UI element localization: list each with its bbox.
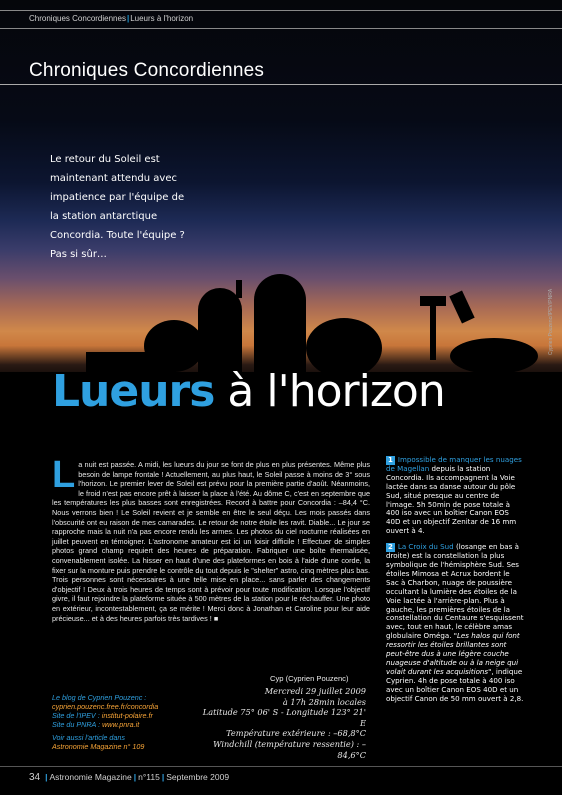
- breadcrumb: [29, 14, 193, 23]
- footer: [29, 772, 229, 783]
- caption-2-title: La Croix du Sud: [397, 542, 454, 552]
- footer-magazine: Astronomie Magazine: [49, 772, 132, 782]
- header-rule-top: [0, 10, 562, 11]
- link-blog-label: Le blog de Cyprien Pouzenc :: [52, 693, 147, 702]
- footer-sep-2: |: [133, 772, 137, 782]
- section-rule: [0, 84, 562, 85]
- header-rule-bottom: [0, 28, 562, 29]
- article-body: [52, 454, 370, 623]
- link-pnra-url[interactable]: www.pnra.it: [102, 720, 140, 729]
- caption-1: [386, 456, 524, 536]
- author-signature: Cyp (Cyprien Pouzenc): [270, 674, 349, 683]
- caption-2: [386, 543, 524, 703]
- caption-2-tail: , indique Cyprien. 4h de pose totale à 400 iso avec un boîtier Canon EOS 40D et un objectif Canon de 50 mm ouvert à 2,8.: [386, 666, 524, 703]
- caption-2-number: 2: [388, 543, 393, 552]
- footer-sep-1: |: [45, 772, 48, 782]
- meta-windchill: Windchill (température ressentie) : –84,6°C: [213, 738, 366, 760]
- link-pnra-label: Site du PNRA :: [52, 720, 101, 729]
- caption-1-number: 1: [388, 456, 393, 464]
- title-part1: Lueurs: [52, 366, 215, 417]
- link-article-label: Voir aussi l'article dans: [52, 733, 126, 742]
- breadcrumb-article: Lueurs à l'horizon: [130, 14, 194, 23]
- dropcap: L: [52, 454, 76, 496]
- meta-temp: Température extérieure : –68,8°C: [226, 728, 366, 739]
- body-text: a nuit est passée. A midi, les lueurs du jour se font de plus en plus présentes. Même plus besoin de lampe frontale ! Actuellement, au plus haut, le Soleil passe à moins de 3° sous l'horizon. Le premier lever de Soleil est prévu pour la première partie d'août. Néanmoins, le froid n'est pas encore prêt à laisser la place à l'été. Au dôme C, c'est en septembre que les températures les plus basses sont enregistrées. Record à battre pour Concordia : –84,4 °C. Nous verrons bien ! Le Soleil revient et je semble en être le seul déçu. Les mois passés dans l'obscurité ont eu raison de mes camarades. Le retour de notre étoile les ravit. Diable... Le jour se rapproche mais la nuit n'a pas encore rendu les armes. Les photos du ciel nocturne réalisées en juillet peuvent en témoigner. L'astronome amateur est ici un loisir difficile ! Effectuer de simples photos grand champ requiert des heures de préparation. Fabriquer une boîte thermalisée, convenablement isolée. La hisser en haut d'une des plateformes en bois à l'aide d'une corde, la fixer sur la monture puis prendre le contrôle du tout depuis le "shelter" astro, cinq mètres plus bas. Trois personnes sont nécessaires à une telle mise en place... sans parler des changements d'objectif ! Deux à trois heures de temps sont à prévoir pour toute modification. Lorsque l'objectif givre, il faut rejoindre la plateforme située à 500 mètres de la station pour le réchauffer. Une photo en extérieur, incontestablement, ça se mérite ! Merci donc à Jonathan et Caroline pour leur aide précieuse... et à des heures parfois très tardives ! ■: [52, 460, 370, 623]
- footer-issue: n°115: [138, 772, 160, 782]
- caption-2-text: (losange en bas à droite) est la constellation la plus symbolique de l'hémisphère Sud. Ses étoiles Mimosa et Acrux bordent le Sac à Charbon, nuage de poussière occultant la lumière des étoiles de la Voie lactée à l'arrière-plan. Plus à gauche, les premières étoiles de la constellation du Centaure s'esquissent avec, tout en haut, le célèbre amas globulaire Oméga.: [386, 542, 524, 641]
- link-ipev-label: Site de l'IPEV :: [52, 711, 100, 720]
- caption-1-text: depuis la station Concordia. Ils accompagnent la Voie lactée dans sa danse autour du pôle Sud, situé presque au centre de l'image. 5h 50min de pose totale à 400 iso avec un boîtier Canon EOS 40D et un objectif Zenitar de 16 mm ouvert à 4.: [386, 463, 517, 536]
- photo-credit: Cyprien Pouzenc/IPEV/PNRA: [548, 288, 554, 355]
- observation-meta: [196, 686, 366, 760]
- breadcrumb-section: Chroniques Concordiennes: [29, 14, 126, 23]
- meta-date: Mercredi 29 juillet 2009: [264, 686, 366, 696]
- photo-captions: [386, 456, 524, 710]
- breadcrumb-separator: |: [126, 14, 130, 23]
- article-title: [52, 366, 445, 417]
- footer-rule: [0, 766, 562, 767]
- links-box: [52, 693, 192, 751]
- footer-date: Septembre 2009: [166, 772, 230, 782]
- footer-sep-3: |: [161, 772, 165, 782]
- section-title: Chroniques Concordiennes: [29, 60, 265, 81]
- link-pnra: [52, 720, 192, 729]
- meta-coords: Latitude 75° 06' S - Longitude 123° 21' E: [202, 707, 366, 728]
- meta-time: à 17h 28min locales: [282, 696, 366, 707]
- caption-1-title: Impossible de manquer les nuages de Magellan: [386, 455, 522, 473]
- page-number: 34: [29, 772, 41, 783]
- link-article-mag[interactable]: Astronomie Magazine n° 109: [52, 742, 145, 751]
- link-ipev: [52, 711, 192, 720]
- intro-text: Le retour du Soleil est maintenant attendu avec impatience par l'équipe de la station antarctique Concordia. Toute l'équipe ? Pas si sûr…: [50, 154, 185, 260]
- title-part2: à l'horizon: [227, 366, 445, 417]
- link-blog-url[interactable]: cyprien.pouzenc.free.fr/concordia: [52, 702, 159, 711]
- caption-2-quote: "Les halos qui font ressortir les étoiles brillantes sont peut-être dus à une légère couche nuageuse d'altitude ou à la neige qui volait durant les acquisitions": [386, 631, 520, 676]
- link-ipev-url[interactable]: institut-polaire.fr: [101, 711, 153, 720]
